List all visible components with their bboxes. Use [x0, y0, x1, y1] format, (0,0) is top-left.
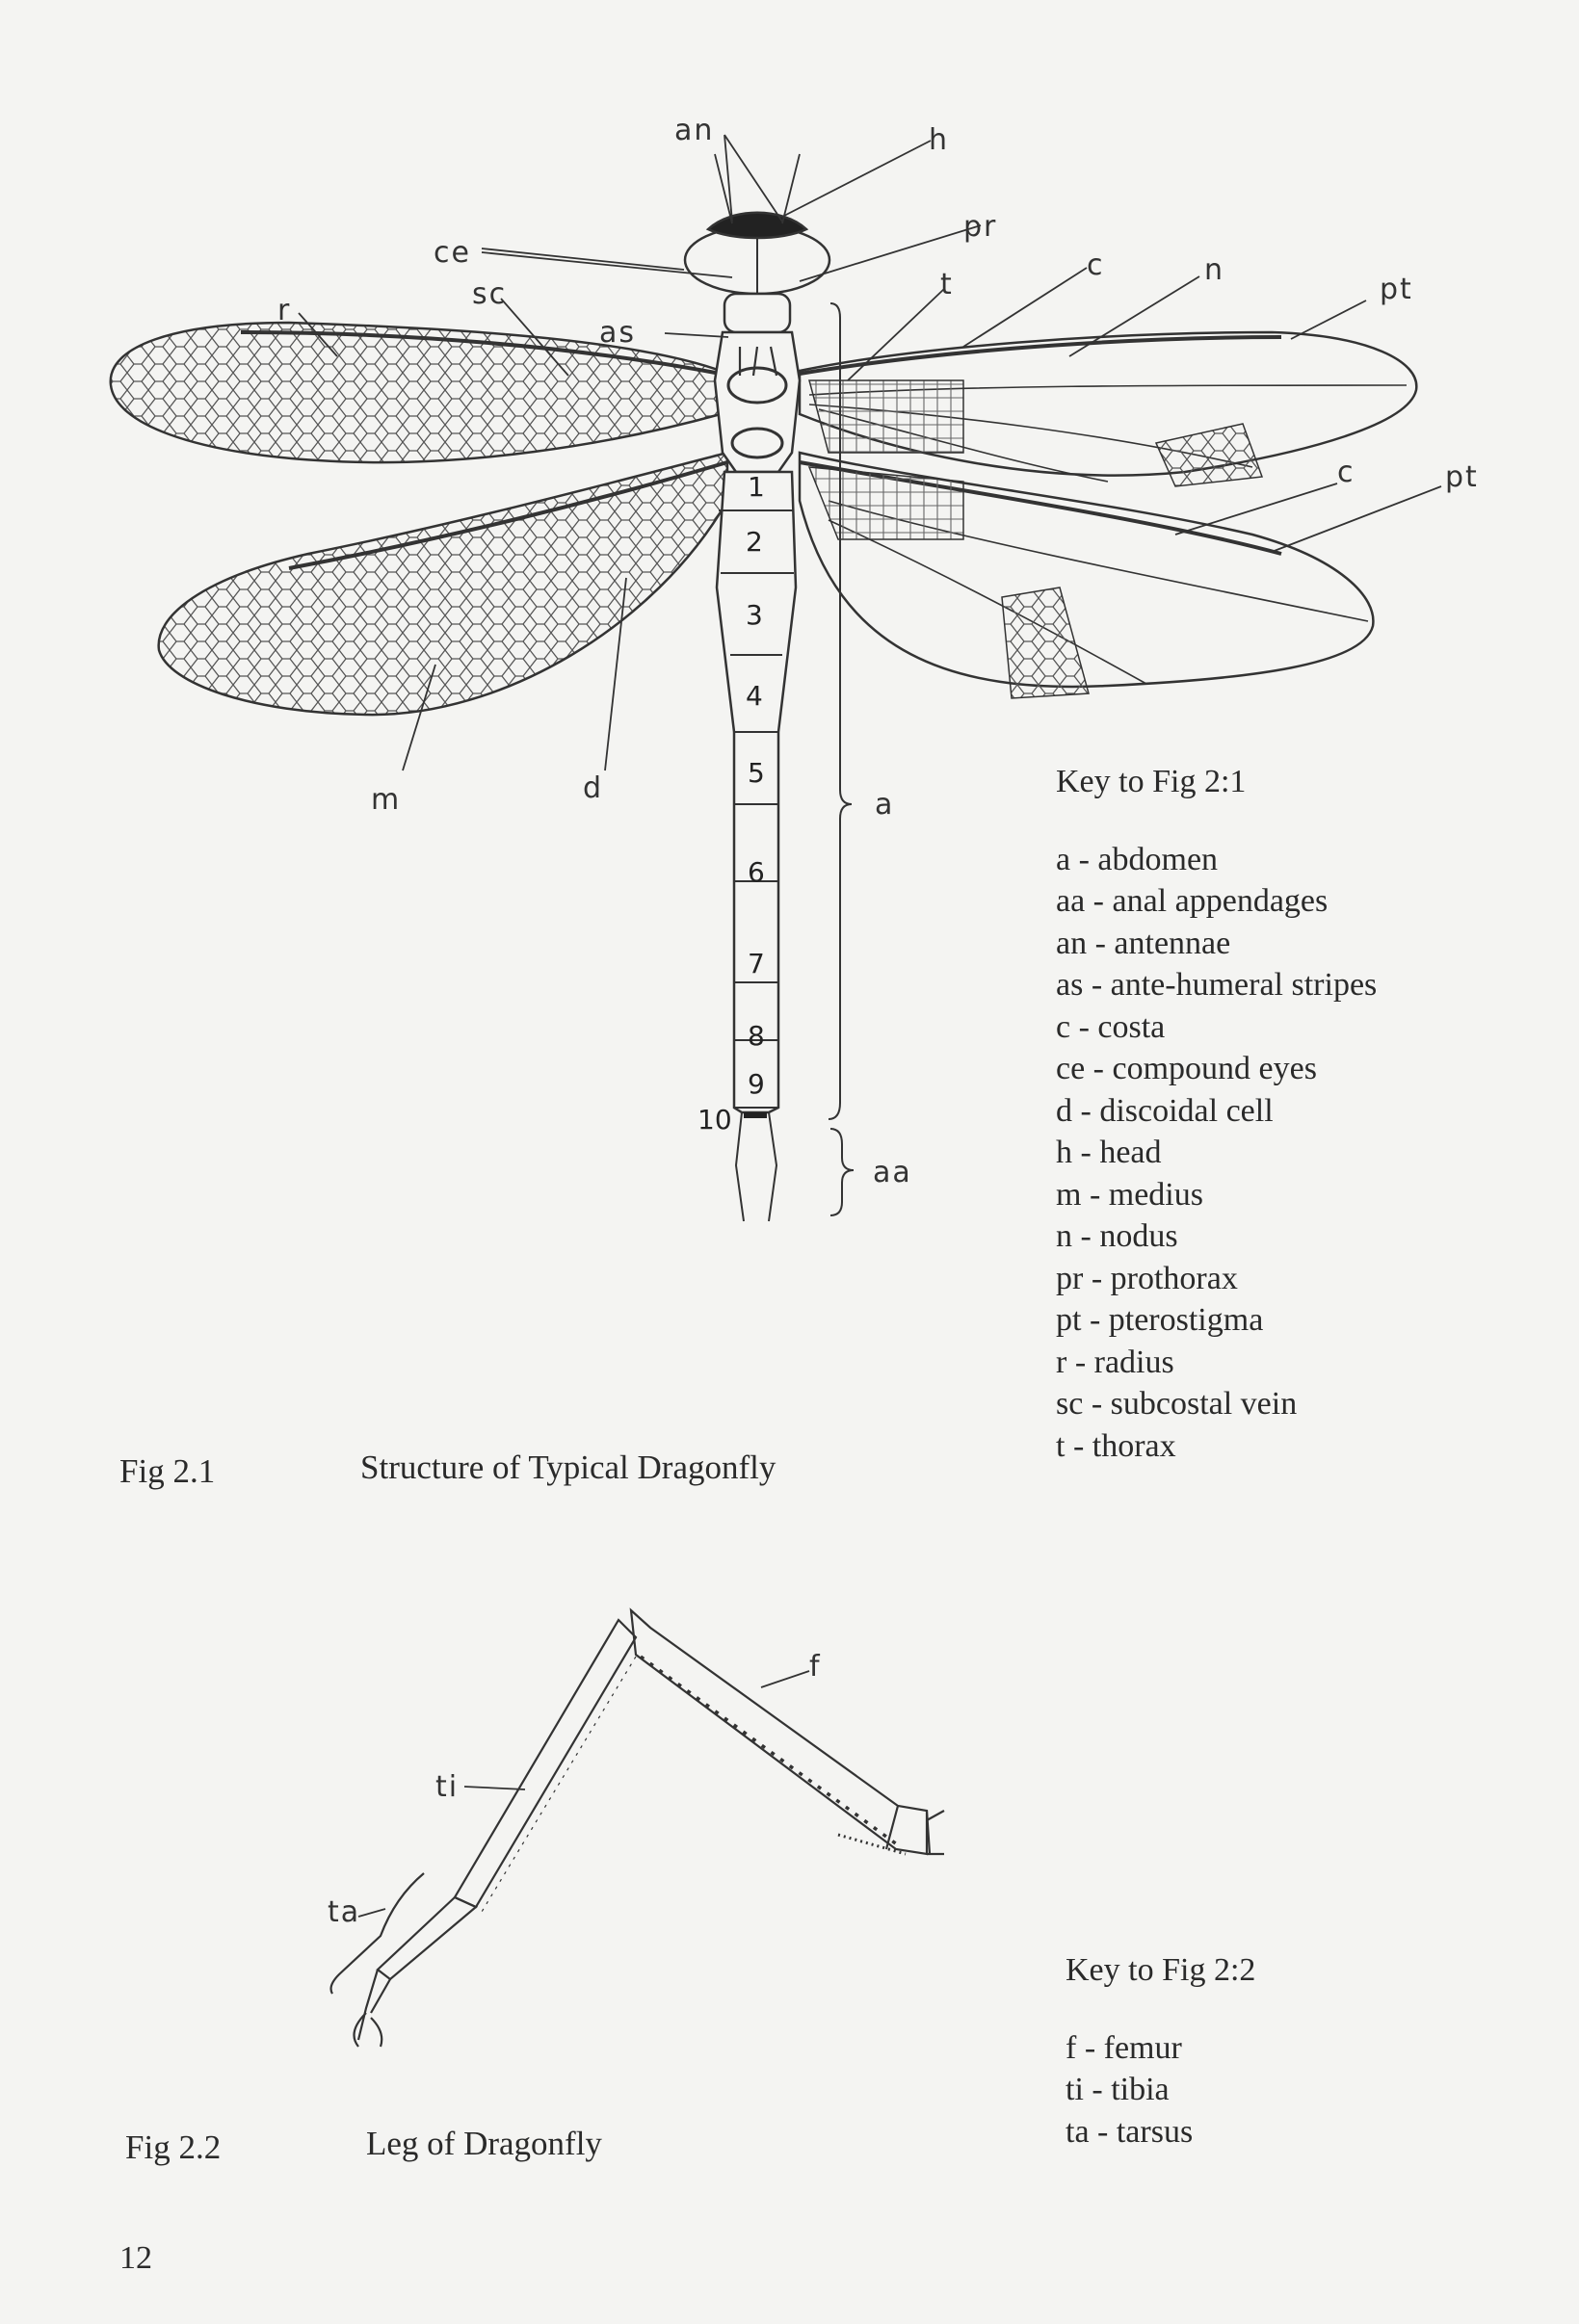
label-n: n [1204, 253, 1225, 287]
key-entry: d - discoidal cell [1056, 1092, 1274, 1129]
label-pr: pr [963, 210, 998, 244]
segment-10: 10 [697, 1104, 732, 1136]
key-entry: sc - subcostal vein [1056, 1386, 1298, 1422]
key-entry: f - femur [1066, 2029, 1182, 2066]
label-pt-forewing: pt [1380, 273, 1413, 306]
segment-3: 3 [746, 599, 763, 631]
label-ti: ti [435, 1770, 460, 1804]
segment-2: 2 [746, 526, 763, 558]
label-d: d [583, 771, 604, 805]
fig-2-2-number: Fig 2.2 [125, 2128, 222, 2166]
label-c-forewing: c [1087, 248, 1105, 282]
key-entry: pt - pterostigma [1056, 1302, 1264, 1338]
label-pt-hindwing: pt [1445, 460, 1479, 494]
key-fig-2-2 [1066, 1949, 1255, 2153]
key-entry: a - abdomen [1056, 841, 1219, 877]
label-c-hindwing: c [1337, 456, 1355, 489]
key-entry: h - head [1056, 1135, 1162, 1170]
label-as: as [599, 316, 637, 350]
segment-7: 7 [748, 948, 765, 979]
key-entry: m - medius [1056, 1176, 1203, 1213]
fig-2-1-title: Structure of Typical Dragonfly [360, 1449, 776, 1486]
label-r: r [277, 294, 292, 327]
key-fig-2-2-title: Key to Fig 2:2 [1066, 1952, 1256, 1988]
segment-8: 8 [748, 1020, 765, 1052]
key-entry: ti - tibia [1066, 2072, 1170, 2107]
key-entry: ce - compound eyes [1056, 1051, 1317, 1086]
segment-9: 9 [748, 1068, 765, 1100]
label-f: f [809, 1650, 822, 1684]
key-entry: pr - prothorax [1056, 1260, 1238, 1296]
label-h: h [929, 123, 950, 157]
key-entry: as - ante-humeral stripes [1056, 967, 1378, 1003]
key-entry: aa - anal appendages [1056, 883, 1329, 919]
head-marking [708, 213, 806, 238]
abdomen [717, 472, 796, 1112]
key-entry: ta - tarsus [1066, 2113, 1194, 2150]
fig-2-1-number: Fig 2.1 [119, 1452, 216, 1490]
leg-leader-lines [358, 1671, 809, 1917]
key-entry: an - antennae [1056, 925, 1231, 961]
leg-drawing [331, 1610, 944, 2047]
label-a: a [875, 788, 895, 822]
label-aa: aa [873, 1156, 912, 1189]
label-t: t [940, 268, 954, 301]
label-sc: sc [472, 277, 508, 311]
key-entry: n - nodus [1056, 1218, 1178, 1254]
key-entry: t - thorax [1056, 1427, 1176, 1464]
key-fig-2-1-title: Key to Fig 2:1 [1056, 764, 1247, 799]
page-number: 12 [119, 2240, 152, 2276]
label-ta: ta [328, 1895, 361, 1929]
segment-1: 1 [748, 471, 765, 503]
key-fig-2-1 [1056, 761, 1377, 1467]
femur [631, 1610, 927, 1854]
label-ce: ce [434, 236, 471, 270]
label-an: an [674, 114, 715, 147]
left-hindwing [159, 453, 727, 715]
segment-5: 5 [748, 757, 765, 789]
segment-4: 4 [746, 680, 763, 712]
key-entry: c - costa [1056, 1008, 1166, 1045]
tibia [455, 1620, 636, 1907]
segment-6: 6 [748, 856, 765, 888]
fig-2-2-title: Leg of Dragonfly [366, 2125, 602, 2162]
label-m: m [371, 783, 402, 817]
key-entry: r - radius [1056, 1344, 1174, 1380]
